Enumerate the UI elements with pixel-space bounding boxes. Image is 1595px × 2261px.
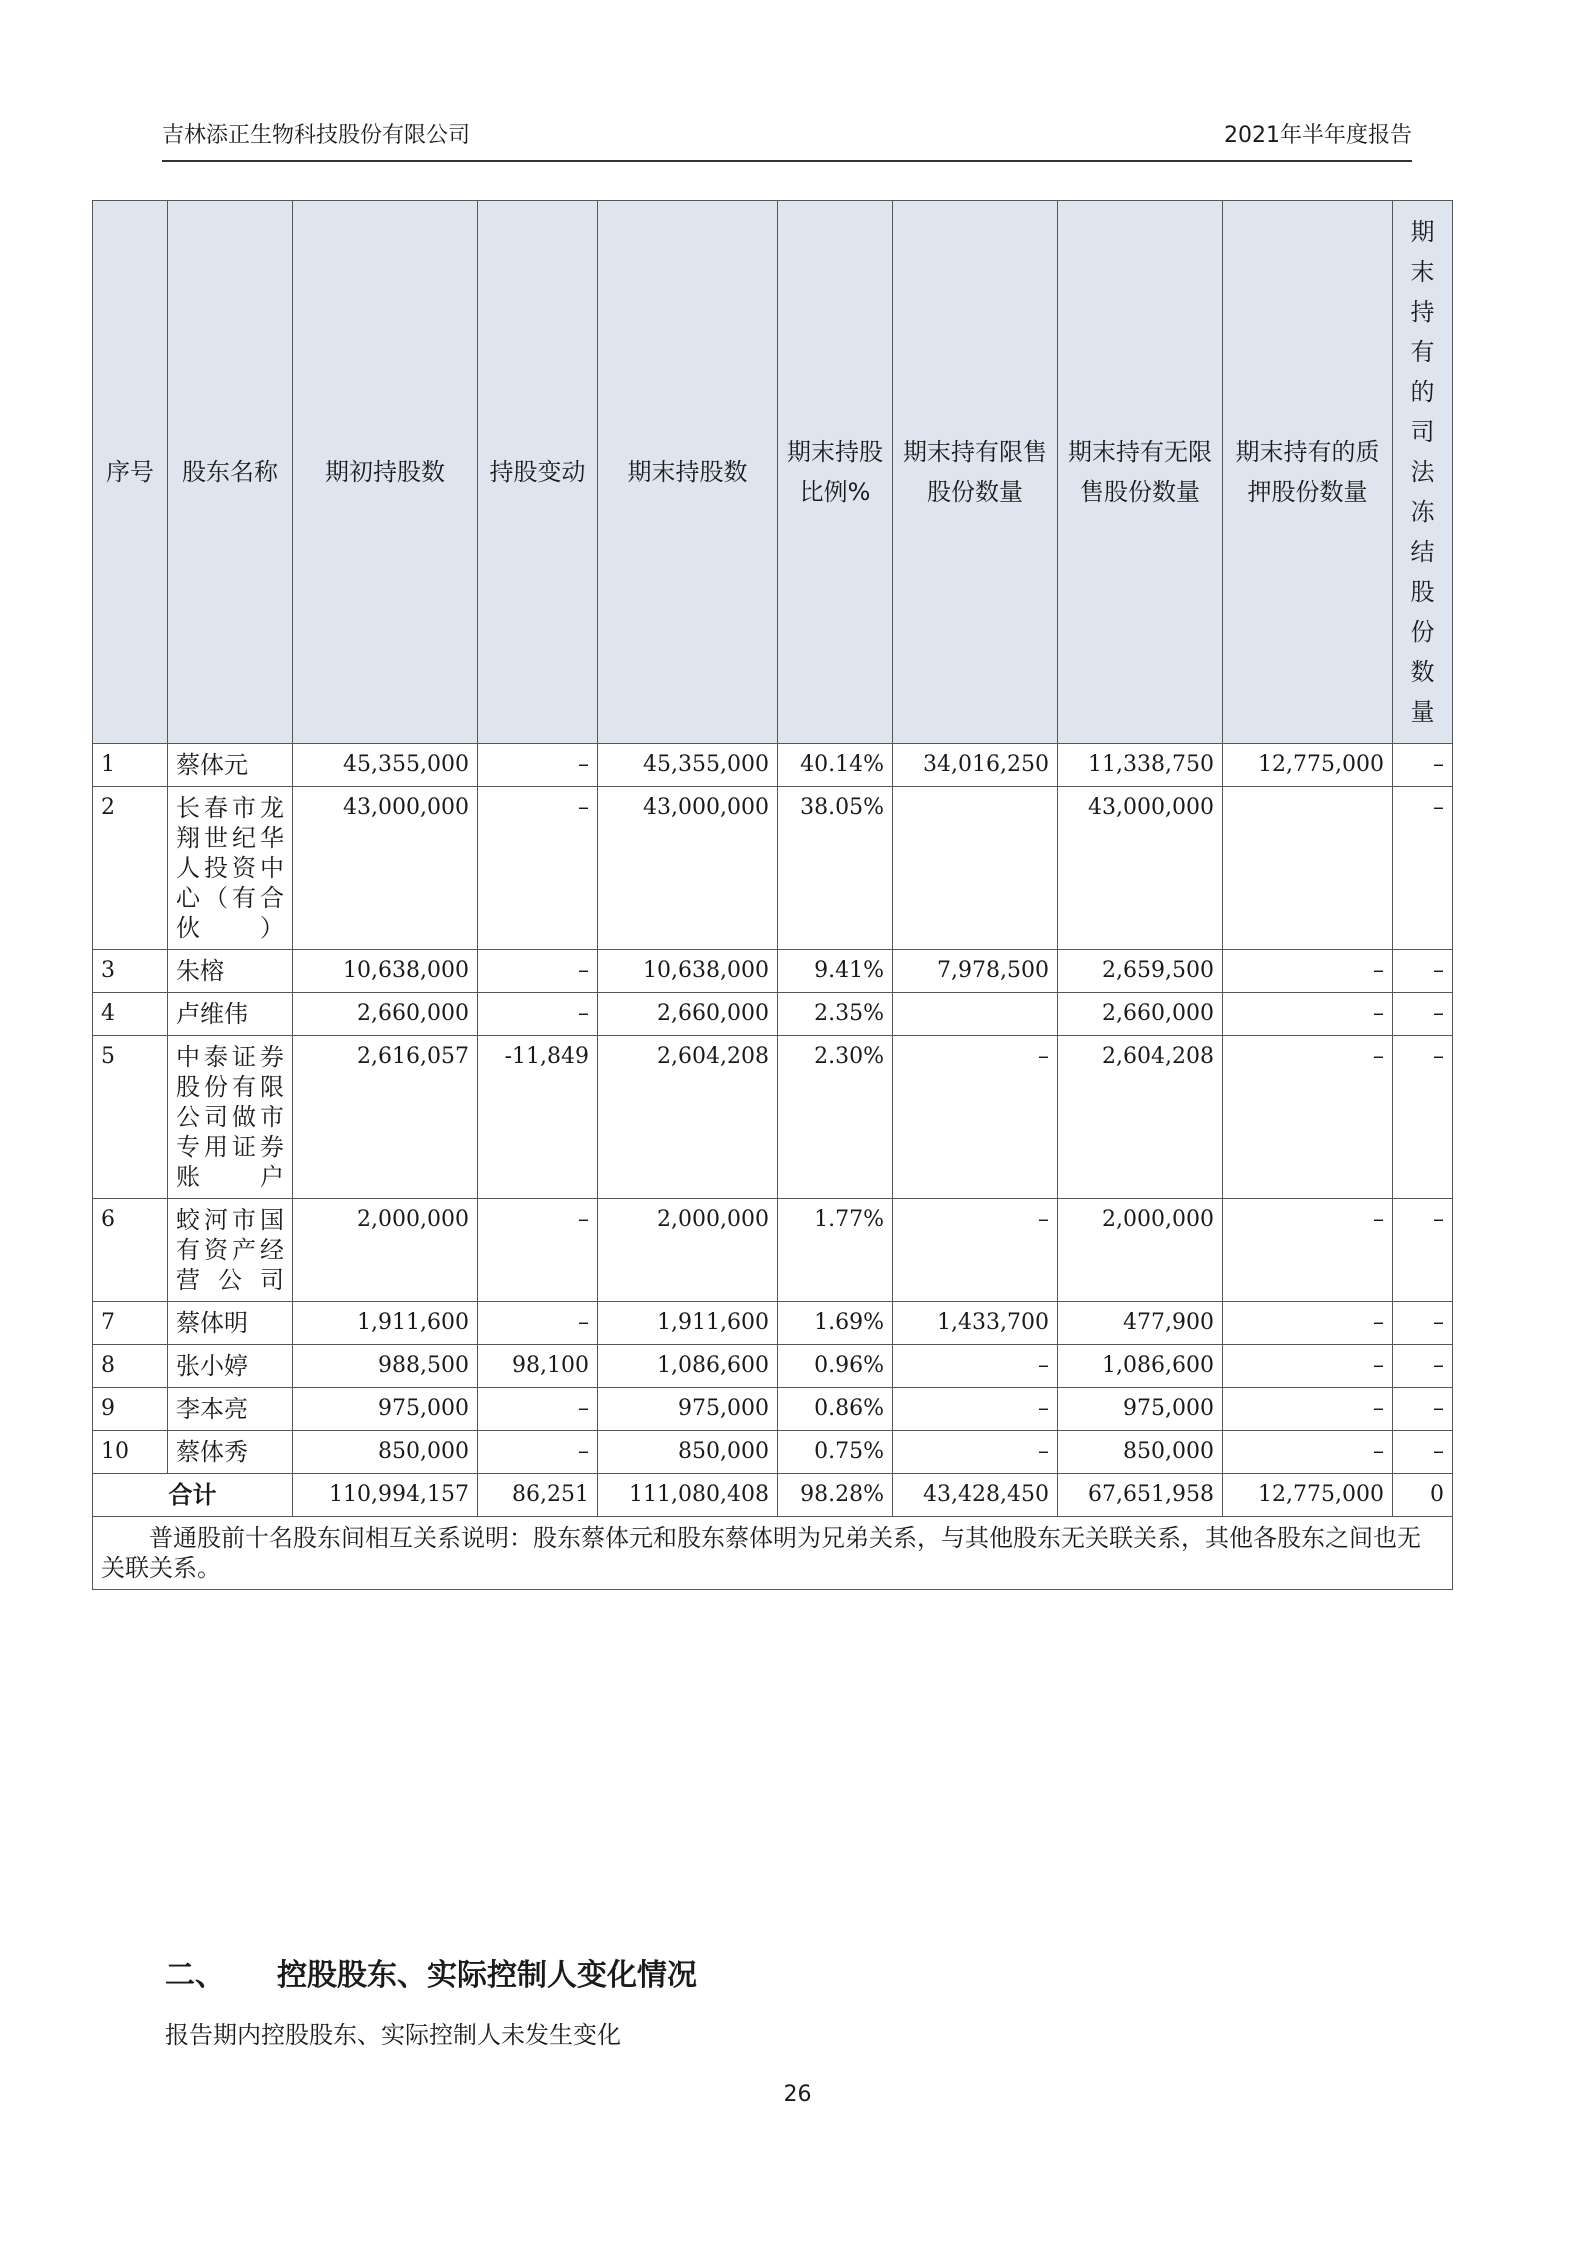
start-shares: 43,000,000 — [293, 787, 478, 950]
end-shares: 2,000,000 — [598, 1199, 778, 1302]
header-index: 序号 — [93, 201, 168, 744]
header-share-change: 持股变动 — [478, 201, 598, 744]
row-index: 1 — [93, 744, 168, 787]
end-shares: 1,911,600 — [598, 1302, 778, 1345]
end-ratio: 1.77% — [778, 1199, 893, 1302]
table-row — [93, 1036, 1453, 1199]
end-ratio: 0.96% — [778, 1345, 893, 1388]
total-row — [93, 1474, 1453, 1517]
shareholder-name: 蛟河市国有资产经营公司 — [168, 1199, 293, 1302]
table-row — [93, 950, 1453, 993]
row-index: 8 — [93, 1345, 168, 1388]
restricted-shares: – — [893, 1345, 1058, 1388]
row-index: 2 — [93, 787, 168, 950]
end-ratio: 0.75% — [778, 1431, 893, 1474]
shareholder-name: 蔡体明 — [168, 1302, 293, 1345]
pledged-shares — [1223, 787, 1393, 950]
frozen-shares: – — [1393, 993, 1453, 1036]
pledged-shares: – — [1223, 1388, 1393, 1431]
pledged-shares: – — [1223, 1199, 1393, 1302]
shareholder-name: 朱榕 — [168, 950, 293, 993]
start-shares: 2,000,000 — [293, 1199, 478, 1302]
pledged-shares: 12,775,000 — [1223, 744, 1393, 787]
unrestricted-shares: 2,604,208 — [1058, 1036, 1223, 1199]
shareholder-name: 蔡体元 — [168, 744, 293, 787]
table-row — [93, 744, 1453, 787]
start-shares: 2,616,057 — [293, 1036, 478, 1199]
unrestricted-shares: 850,000 — [1058, 1431, 1223, 1474]
total-restricted-shares: 43,428,450 — [893, 1474, 1058, 1517]
restricted-shares: – — [893, 1388, 1058, 1431]
row-index: 3 — [93, 950, 168, 993]
row-index: 4 — [93, 993, 168, 1036]
page-header — [162, 118, 1412, 149]
header-pledged-shares: 期末持有的质押股份数量 — [1223, 201, 1393, 744]
total-share-change: 86,251 — [478, 1474, 598, 1517]
end-ratio: 2.35% — [778, 993, 893, 1036]
header-end-shares: 期末持股数 — [598, 201, 778, 744]
start-shares: 988,500 — [293, 1345, 478, 1388]
row-index: 7 — [93, 1302, 168, 1345]
restricted-shares: – — [893, 1036, 1058, 1199]
end-shares: 43,000,000 — [598, 787, 778, 950]
unrestricted-shares: 43,000,000 — [1058, 787, 1223, 950]
report-title: 2021年半年度报告 — [1224, 123, 1412, 148]
end-shares: 1,086,600 — [598, 1345, 778, 1388]
shareholder-name: 中泰证券股份有限公司做市专用证券账户 — [168, 1036, 293, 1199]
share-change: – — [478, 744, 598, 787]
section-title: 控股股东、实际控制人变化情况 — [277, 1958, 697, 1993]
total-pledged-shares: 12,775,000 — [1223, 1474, 1393, 1517]
unrestricted-shares: 2,000,000 — [1058, 1199, 1223, 1302]
end-shares: 2,604,208 — [598, 1036, 778, 1199]
table-row — [93, 1345, 1453, 1388]
share-change: – — [478, 993, 598, 1036]
share-change: 98,100 — [478, 1345, 598, 1388]
frozen-shares: – — [1393, 1345, 1453, 1388]
start-shares: 975,000 — [293, 1388, 478, 1431]
pledged-shares: – — [1223, 1302, 1393, 1345]
pledged-shares: – — [1223, 1345, 1393, 1388]
section-heading — [165, 1950, 697, 1994]
section-number: 二、 — [165, 1958, 225, 1993]
end-ratio: 40.14% — [778, 744, 893, 787]
pledged-shares: – — [1223, 993, 1393, 1036]
table-header-row — [93, 201, 1453, 744]
unrestricted-shares: 2,659,500 — [1058, 950, 1223, 993]
share-change: – — [478, 1388, 598, 1431]
table-row — [93, 787, 1453, 950]
row-index: 10 — [93, 1431, 168, 1474]
start-shares: 2,660,000 — [293, 993, 478, 1036]
shareholder-name: 蔡体秀 — [168, 1431, 293, 1474]
shareholder-name: 卢维伟 — [168, 993, 293, 1036]
header-frozen-shares: 期末持有的司法冻结股份数量 — [1393, 201, 1453, 744]
unrestricted-shares: 477,900 — [1058, 1302, 1223, 1345]
total-start-shares: 110,994,157 — [293, 1474, 478, 1517]
row-index: 6 — [93, 1199, 168, 1302]
pledged-shares: – — [1223, 1431, 1393, 1474]
top-ten-shareholders-table — [92, 200, 1453, 1590]
header-restricted-shares: 期末持有限售股份数量 — [893, 201, 1058, 744]
frozen-shares: – — [1393, 1388, 1453, 1431]
unrestricted-shares: 11,338,750 — [1058, 744, 1223, 787]
note-row — [93, 1517, 1453, 1590]
table-row — [93, 993, 1453, 1036]
unrestricted-shares: 1,086,600 — [1058, 1345, 1223, 1388]
relationship-note: 普通股前十名股东间相互关系说明：股东蔡体元和股东蔡体明为兄弟关系，与其他股东无关联关系，其他各股东之间也无关联关系。 — [93, 1517, 1453, 1590]
frozen-shares: – — [1393, 1199, 1453, 1302]
table-row — [93, 1388, 1453, 1431]
end-ratio: 1.69% — [778, 1302, 893, 1345]
pledged-shares: – — [1223, 1036, 1393, 1199]
end-shares: 2,660,000 — [598, 993, 778, 1036]
section-body-text: 报告期内控股股东、实际控制人未发生变化 — [165, 2021, 621, 2049]
frozen-shares: – — [1393, 787, 1453, 950]
restricted-shares: – — [893, 1431, 1058, 1474]
end-shares: 45,355,000 — [598, 744, 778, 787]
restricted-shares: 34,016,250 — [893, 744, 1058, 787]
unrestricted-shares: 2,660,000 — [1058, 993, 1223, 1036]
frozen-shares: – — [1393, 1302, 1453, 1345]
share-change: – — [478, 1199, 598, 1302]
restricted-shares: 7,978,500 — [893, 950, 1058, 993]
table-row — [93, 1431, 1453, 1474]
total-label: 合计 — [93, 1474, 293, 1517]
row-index: 9 — [93, 1388, 168, 1431]
total-end-ratio: 98.28% — [778, 1474, 893, 1517]
start-shares: 1,911,600 — [293, 1302, 478, 1345]
total-end-shares: 111,080,408 — [598, 1474, 778, 1517]
end-shares: 850,000 — [598, 1431, 778, 1474]
table-row — [93, 1199, 1453, 1302]
restricted-shares: – — [893, 1199, 1058, 1302]
share-change: – — [478, 787, 598, 950]
shareholder-name: 张小婷 — [168, 1345, 293, 1388]
share-change: – — [478, 1302, 598, 1345]
share-change: – — [478, 1431, 598, 1474]
end-shares: 975,000 — [598, 1388, 778, 1431]
share-change: – — [478, 950, 598, 993]
frozen-shares: – — [1393, 950, 1453, 993]
start-shares: 850,000 — [293, 1431, 478, 1474]
page-number: 26 — [783, 2082, 812, 2107]
total-frozen-shares: 0 — [1393, 1474, 1453, 1517]
end-shares: 10,638,000 — [598, 950, 778, 993]
shareholder-name: 李本亮 — [168, 1388, 293, 1431]
total-unrestricted-shares: 67,651,958 — [1058, 1474, 1223, 1517]
share-change: -11,849 — [478, 1036, 598, 1199]
restricted-shares: 1,433,700 — [893, 1302, 1058, 1345]
end-ratio: 2.30% — [778, 1036, 893, 1199]
table-row — [93, 1302, 1453, 1345]
restricted-shares — [893, 787, 1058, 950]
row-index: 5 — [93, 1036, 168, 1199]
start-shares: 45,355,000 — [293, 744, 478, 787]
unrestricted-shares: 975,000 — [1058, 1388, 1223, 1431]
start-shares: 10,638,000 — [293, 950, 478, 993]
frozen-shares: – — [1393, 1431, 1453, 1474]
company-name: 吉林添正生物科技股份有限公司 — [162, 123, 471, 148]
end-ratio: 0.86% — [778, 1388, 893, 1431]
header-divider — [162, 160, 1412, 162]
header-shareholder-name: 股东名称 — [168, 201, 293, 744]
end-ratio: 38.05% — [778, 787, 893, 950]
frozen-shares: – — [1393, 1036, 1453, 1199]
header-end-ratio: 期末持股比例% — [778, 201, 893, 744]
restricted-shares — [893, 993, 1058, 1036]
header-unrestricted-shares: 期末持有无限售股份数量 — [1058, 201, 1223, 744]
end-ratio: 9.41% — [778, 950, 893, 993]
shareholder-name: 长春市龙翔世纪华人投资中心（有合伙） — [168, 787, 293, 950]
pledged-shares: – — [1223, 950, 1393, 993]
frozen-shares: – — [1393, 744, 1453, 787]
header-start-shares: 期初持股数 — [293, 201, 478, 744]
